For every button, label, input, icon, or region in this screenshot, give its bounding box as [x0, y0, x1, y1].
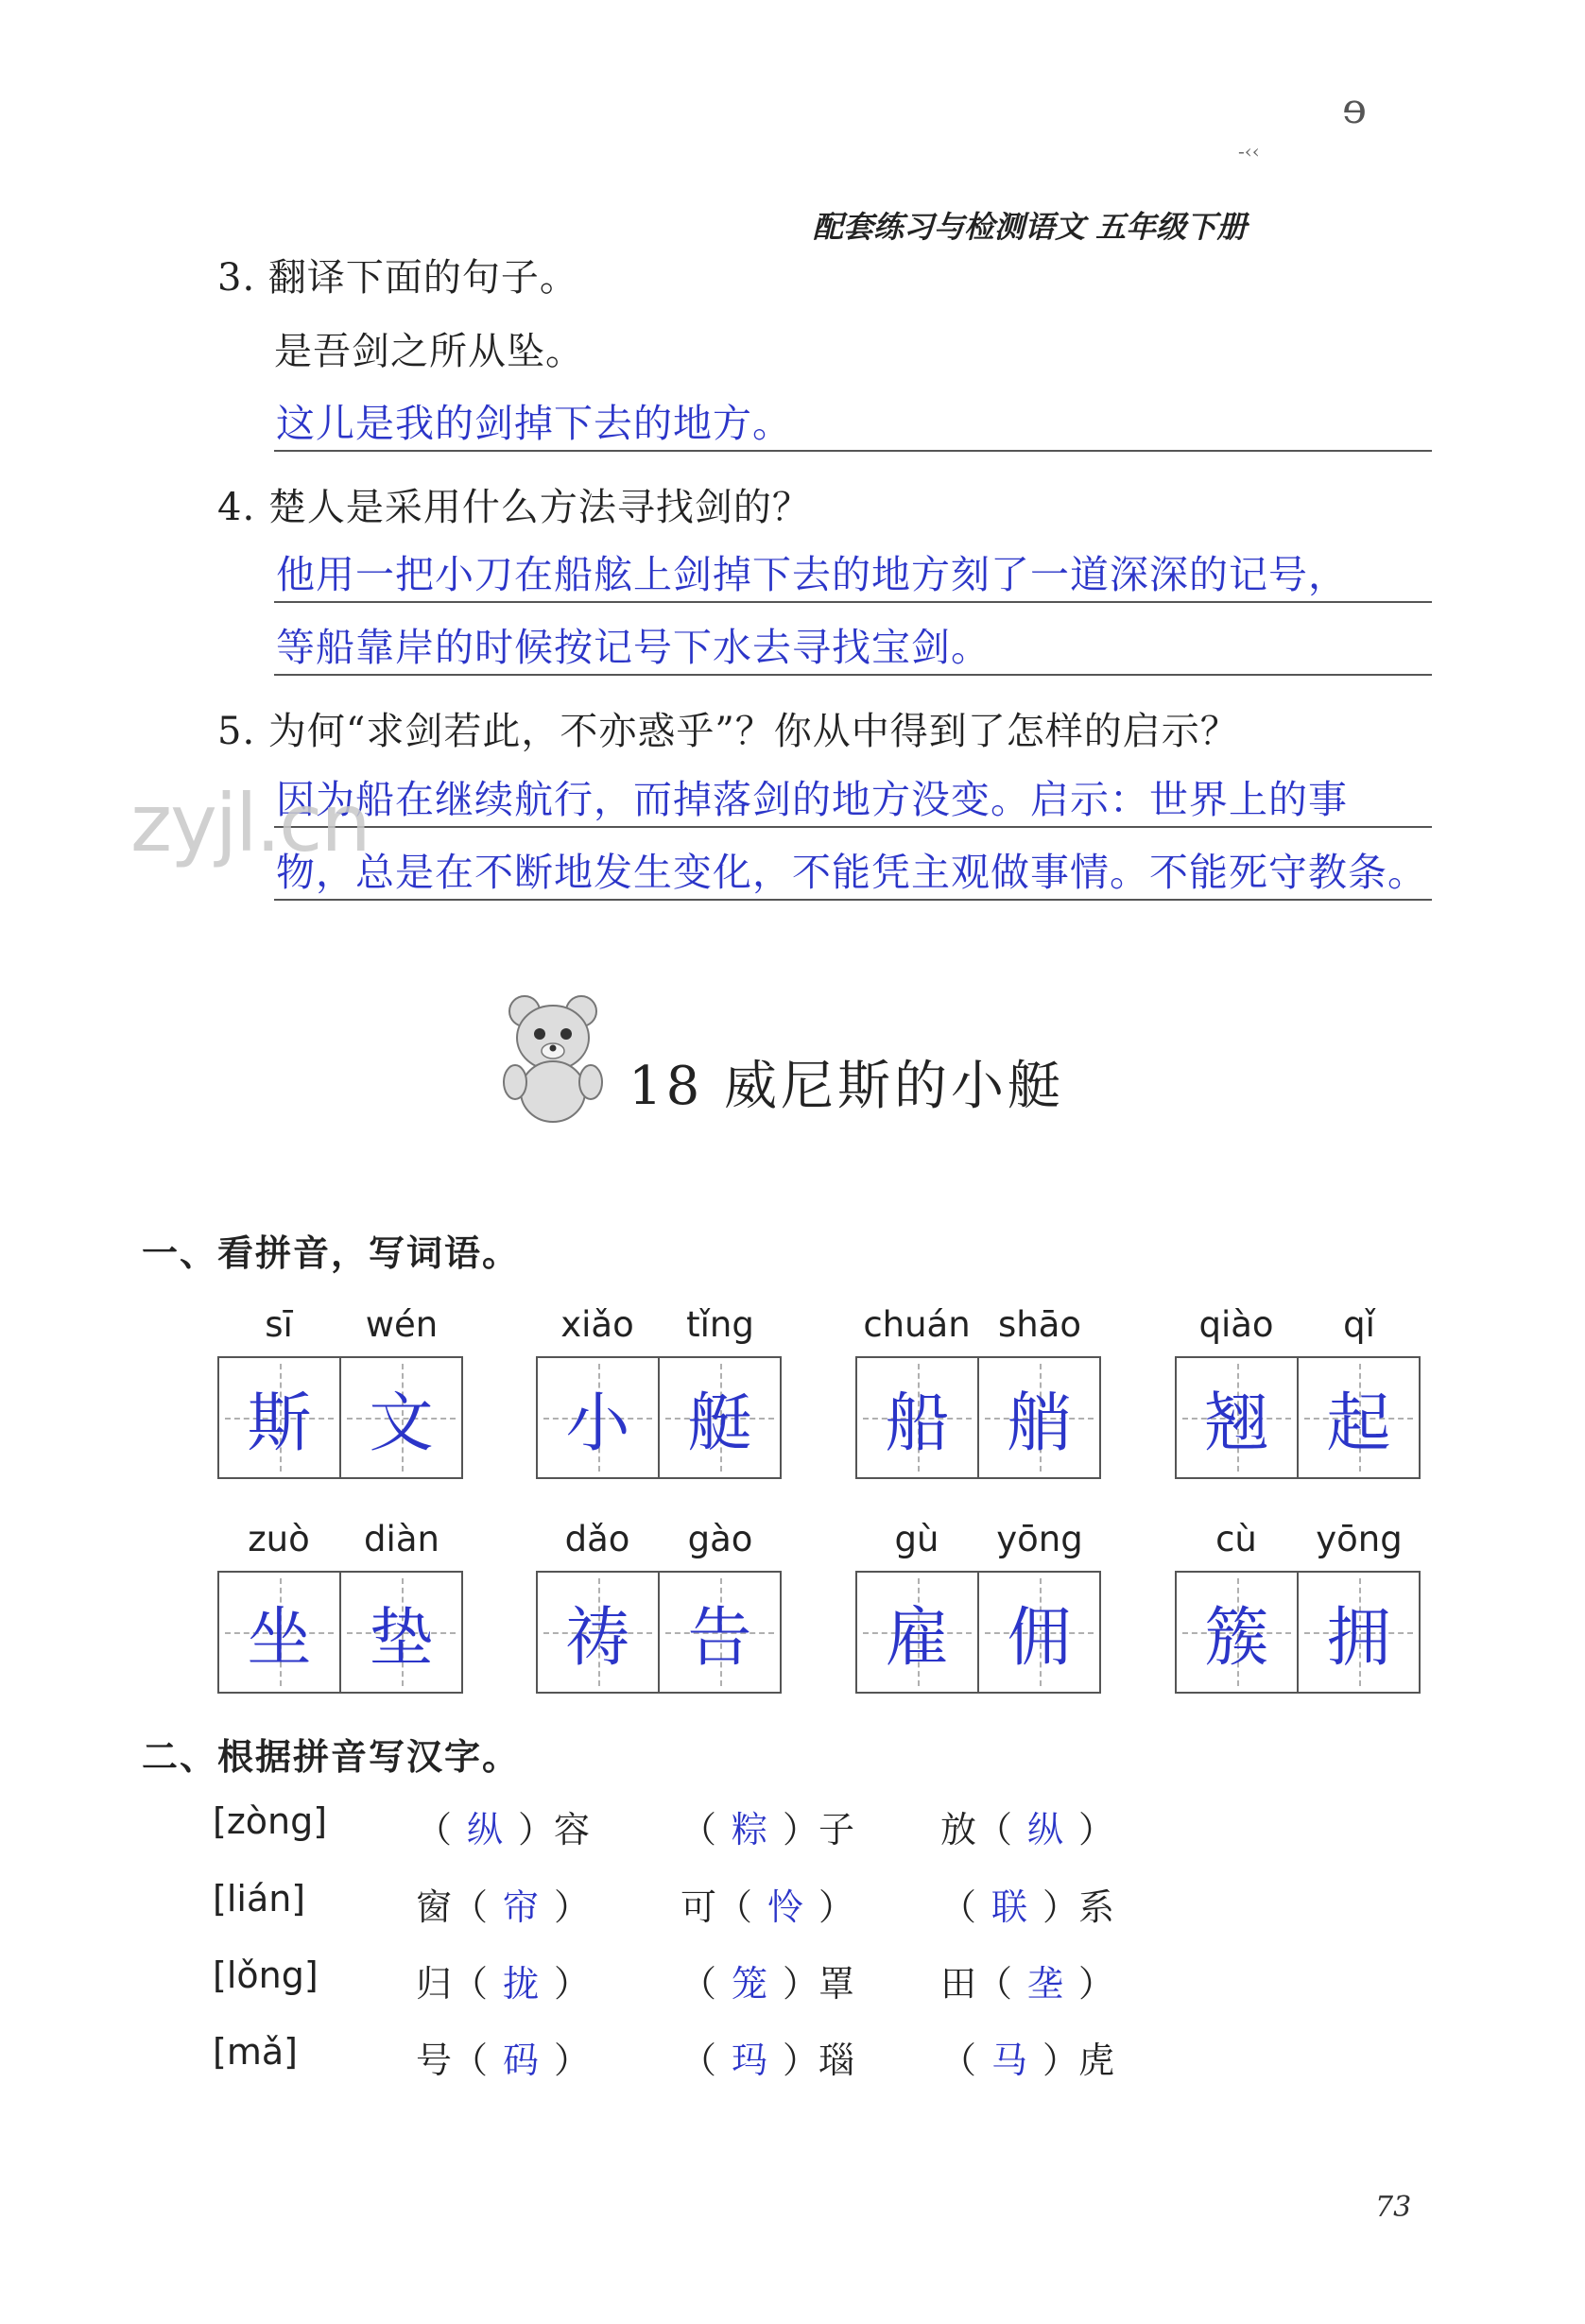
char-cell: 小: [538, 1358, 658, 1477]
pinyin-tag: [zòng]: [213, 1800, 328, 1842]
book-header: 配套练习与检测语文 五年级下册: [813, 209, 1248, 245]
lesson-title: 18 威尼斯的小艇: [629, 1056, 1065, 1117]
char-cell: 艇: [658, 1358, 780, 1477]
pinyin: cù: [1215, 1519, 1257, 1559]
pinyin: qiào: [1198, 1304, 1274, 1345]
answer-line: [274, 450, 1432, 452]
pinyin: gù: [894, 1519, 939, 1559]
pinyin-row: [213, 1954, 1252, 2032]
pinyin-tag: [mǎ]: [213, 2031, 298, 2073]
answer-line: [274, 826, 1432, 828]
tianzige-box: [1175, 1356, 1421, 1479]
corner-mark: ɘ: [1342, 85, 1368, 133]
fill-item: （ 联 ）系: [940, 1886, 1115, 1928]
question-3-answer: 这儿是我的剑掉下去的地方。: [276, 401, 792, 446]
page-number: 73: [1375, 2191, 1412, 2224]
fill-item: 号（ 码 ）: [416, 2040, 591, 2081]
char-cell: 艄: [977, 1358, 1099, 1477]
pinyin: tǐng: [686, 1304, 754, 1345]
question-4-answer-line1: 他用一把小刀在船舷上剑掉下去的地方刻了一道深深的记号，: [276, 552, 1348, 597]
pinyin-row: [213, 1800, 1252, 1878]
pinyin: yōng: [1316, 1519, 1403, 1559]
pinyin: diàn: [364, 1519, 439, 1559]
tianzige-box: [855, 1571, 1101, 1694]
pinyin: wén: [365, 1304, 439, 1345]
bear-icon: [496, 983, 610, 1125]
char-cell: 雇: [857, 1573, 977, 1692]
pinyin-row: [213, 2031, 1252, 2109]
corner-dash: -‹‹: [1238, 140, 1260, 163]
pinyin: xiǎo: [560, 1304, 634, 1345]
watermark: zyjl.cn: [130, 777, 370, 869]
fill-item: 归（ 拢 ）: [416, 1963, 591, 2005]
fill-item: 可（ 怜 ）: [681, 1886, 855, 1928]
question-5-answer-line2: 物，总是在不断地发生变化，不能凭主观做事情。不能死守教条。: [276, 850, 1427, 895]
char-cell: 翘: [1177, 1358, 1297, 1477]
part2-heading: 二、根据拼音写汉字。: [142, 1736, 521, 1778]
fill-item: （ 玛 ）瑙: [681, 2040, 855, 2081]
char-cell: 祷: [538, 1573, 658, 1692]
question-5-prompt: 5. 为何“求剑若此，不亦惑乎”？你从中得到了怎样的启示？: [217, 710, 1239, 753]
question-5-answer-line1: 因为船在继续航行，而掉落剑的地方没变。启示：世界上的事: [276, 777, 1348, 822]
pinyin: sī: [265, 1304, 293, 1345]
fill-item: （ 粽 ）子: [681, 1809, 855, 1851]
question-3-prompt: 3. 翻译下面的句子。: [217, 256, 578, 300]
fill-item: 放（ 纵 ）: [940, 1809, 1115, 1851]
pinyin: yōng: [996, 1519, 1083, 1559]
tianzige-box: [217, 1356, 463, 1479]
answer-line: [274, 899, 1432, 901]
pinyin: shāo: [997, 1304, 1082, 1345]
pinyin-tag: [lǒng]: [213, 1954, 319, 1996]
answer-line: [274, 601, 1432, 603]
char-cell: 告: [658, 1573, 780, 1692]
fill-item: 窗（ 帘 ）: [416, 1886, 591, 1928]
question-4-prompt: 4. 楚人是采用什么方法寻找剑的？: [217, 486, 811, 529]
pinyin: zuò: [248, 1519, 310, 1559]
pinyin: dǎo: [564, 1519, 630, 1559]
pinyin-tag: [lián]: [213, 1878, 306, 1919]
tianzige-box: [1175, 1571, 1421, 1694]
tianzige-box: [217, 1571, 463, 1694]
char-cell: 船: [857, 1358, 977, 1477]
char-cell: 垫: [339, 1573, 461, 1692]
char-cell: 文: [339, 1358, 461, 1477]
part1-heading: 一、看拼音，写词语。: [142, 1232, 521, 1274]
char-cell: 斯: [219, 1358, 339, 1477]
fill-item: （ 纵 ）容: [416, 1809, 591, 1851]
char-cell: 拥: [1297, 1573, 1419, 1692]
tianzige-box: [536, 1356, 782, 1479]
pinyin: gào: [687, 1519, 753, 1559]
fill-item: （ 笼 ）罩: [681, 1963, 855, 2005]
pinyin-row: [213, 1878, 1252, 1955]
tianzige-box: [855, 1356, 1101, 1479]
tianzige-box: [536, 1571, 782, 1694]
pinyin: chuán: [863, 1304, 971, 1345]
question-4-answer-line2: 等船靠岸的时候按记号下水去寻找宝剑。: [276, 625, 991, 670]
pinyin: qǐ: [1343, 1304, 1375, 1345]
question-3-sentence: 是吾剑之所从坠。: [274, 330, 584, 373]
fill-item: 田（ 垄 ）: [940, 1963, 1115, 2005]
char-cell: 簇: [1177, 1573, 1297, 1692]
char-cell: 佣: [977, 1573, 1099, 1692]
char-cell: 坐: [219, 1573, 339, 1692]
fill-item: （ 马 ）虎: [940, 2040, 1115, 2081]
char-cell: 起: [1297, 1358, 1419, 1477]
answer-line: [274, 674, 1432, 676]
